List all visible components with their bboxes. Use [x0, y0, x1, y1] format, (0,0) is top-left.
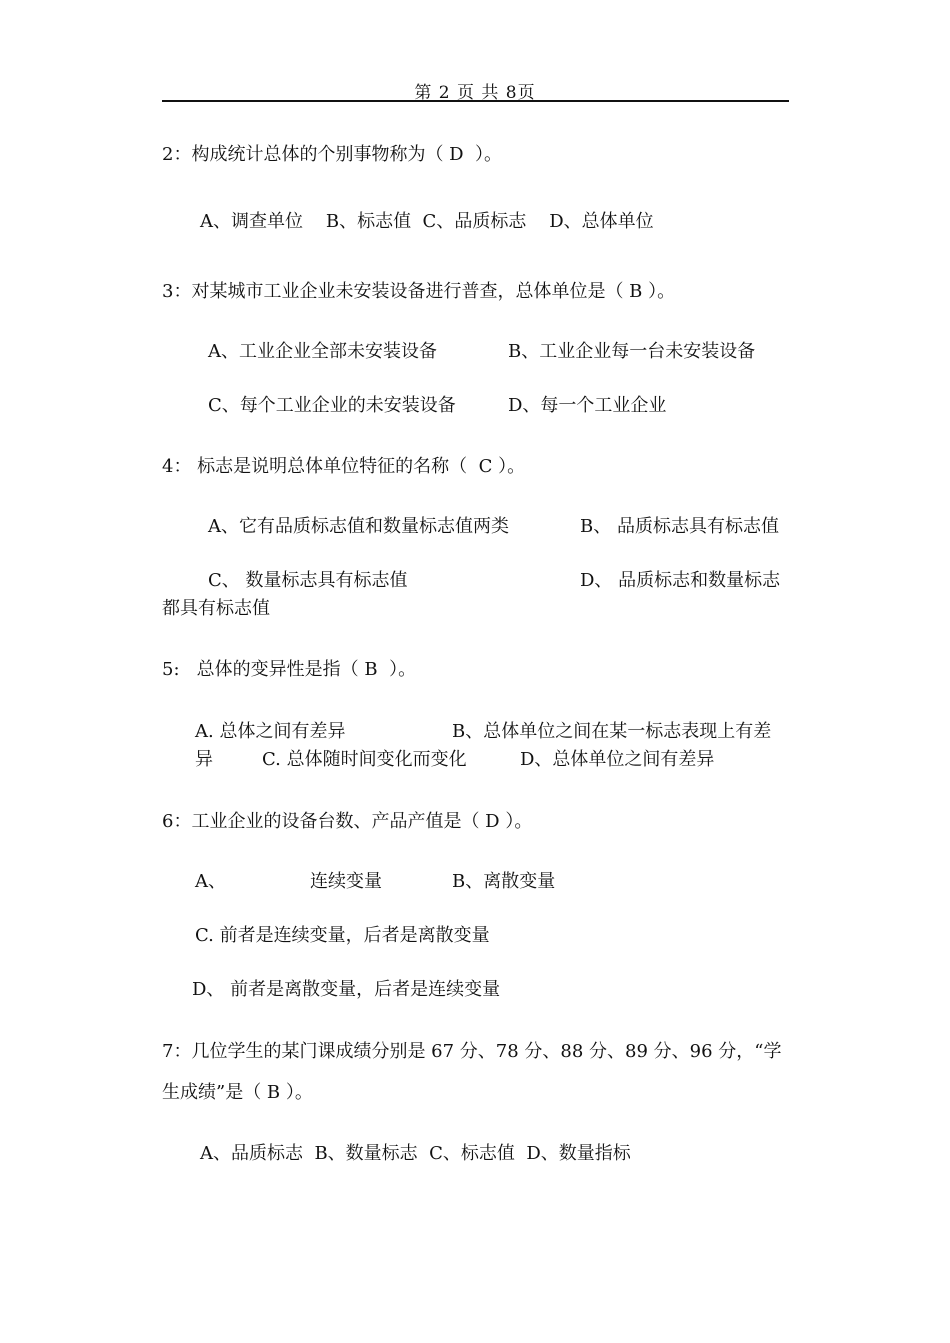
- question-4-option-a: A、它有品质标志值和数量标志值两类: [208, 516, 509, 537]
- question-5-option-a: A. 总体之间有差异: [195, 721, 346, 742]
- question-4-option-c: C、 数量标志具有标志值: [208, 570, 408, 591]
- question-2-options: A、调查单位 B、标志值 C、品质标志 D、总体单位: [200, 211, 654, 232]
- page-number-header: 第 2 页 共 8页: [414, 83, 536, 103]
- question-4-option-d: D、 品质标志和数量标志: [580, 570, 781, 591]
- question-6-option-a-text: 连续变量: [310, 871, 382, 892]
- question-7-options: A、品质标志 B、数量标志 C、标志值 D、数量指标: [200, 1143, 631, 1164]
- header-divider: [162, 100, 789, 102]
- question-3-option-c: C、每个工业企业的未安装设备: [208, 395, 456, 416]
- question-6-stem: 6：工业企业的设备台数、产品产值是（ D ）。: [162, 811, 533, 832]
- question-5-option-c: C. 总体随时间变化而变化: [262, 749, 467, 770]
- question-3-stem: 3：对某城市工业企业未安装设备进行普查，总体单位是（ B ）。: [162, 281, 676, 302]
- question-6-option-a-label: A、: [195, 871, 226, 892]
- question-6-option-b: B、离散变量: [452, 871, 556, 892]
- question-3-option-a: A、工业企业全部未安装设备: [208, 341, 437, 362]
- question-3-option-b: B、工业企业每一台未安装设备: [508, 341, 756, 362]
- question-4-option-b: B、 品质标志具有标志值: [580, 516, 779, 537]
- question-5-option-d: D、总体单位之间有差异: [520, 749, 715, 770]
- question-4-option-d-continued: 都具有标志值: [162, 598, 270, 619]
- question-5-option-b: B、总体单位之间在某一标志表现上有差: [452, 721, 772, 742]
- question-7-stem-line-2: 生成绩”是（ B ）。: [162, 1082, 313, 1103]
- question-4-stem: 4： 标志是说明总体单位特征的名称（ C ）。: [162, 456, 526, 477]
- question-6-option-d: D、 前者是离散变量，后者是连续变量: [192, 979, 501, 1000]
- question-3-option-d: D、每一个工业企业: [508, 395, 667, 416]
- question-5-option-b-continued: 异: [195, 749, 213, 770]
- question-2-stem: 2：构成统计总体的个别事物称为（ D ）。: [162, 144, 503, 165]
- question-6-option-c: C. 前者是连续变量，后者是离散变量: [195, 925, 490, 946]
- question-5-stem: 5: 总体的变异性是指（ B ）。: [162, 659, 417, 680]
- question-7-stem-line-1: 7：几位学生的某门课成绩分别是 67 分、78 分、88 分、89 分、96 分，“学: [162, 1041, 782, 1062]
